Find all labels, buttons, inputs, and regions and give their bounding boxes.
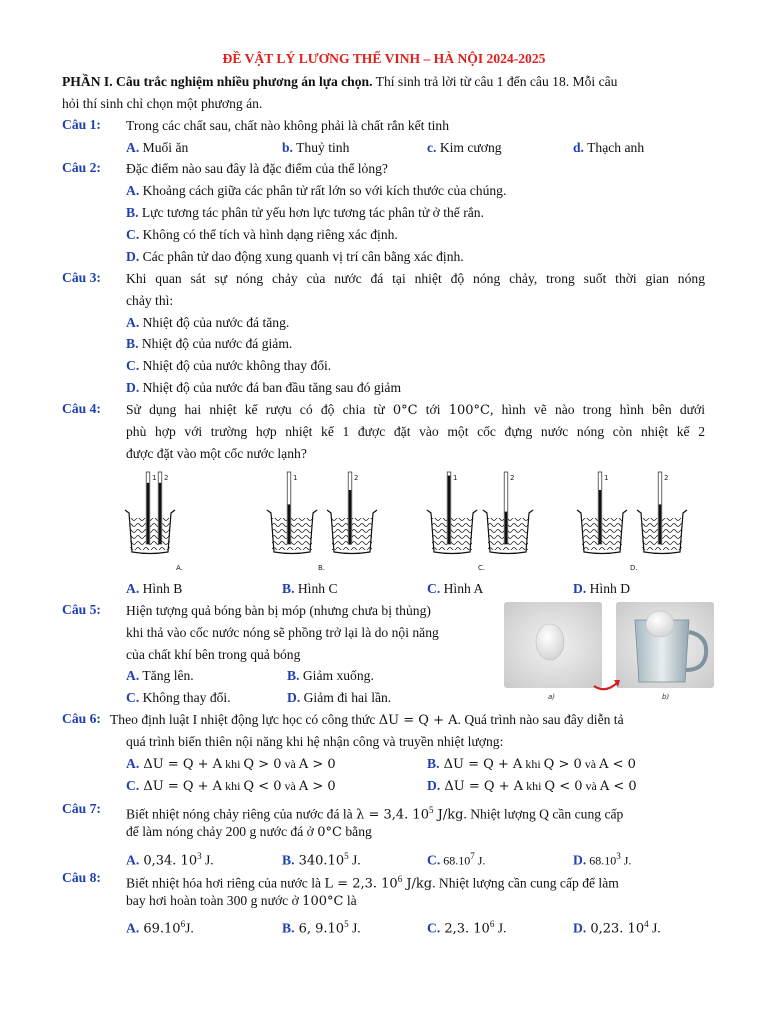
q3-text-line2: chảy thì: — [126, 293, 174, 308]
thermometer-liquid — [505, 512, 507, 544]
q7-option-c[interactable]: C. 68.10$^7$ J. — [427, 851, 486, 868]
thermometer-number: 1 — [293, 474, 298, 482]
q6-option-b[interactable]: B. ΔU = Q + A khi Q > 0 và A < 0 — [427, 756, 636, 772]
q8-option-d[interactable]: D. 0,23. $10^4$ J. — [573, 919, 661, 937]
q5-text-line2: khi thả vào cốc nước nóng sẽ phồng trở lại là do nội năng — [126, 625, 439, 640]
q1-label: Câu 1: — [62, 117, 101, 132]
q2-label: Câu 2: — [62, 160, 101, 175]
beaker-water — [432, 518, 472, 550]
q1-text: Trong các chất sau, chất nào không phải là chất rắn kết tinh — [126, 118, 450, 133]
q6-option-a[interactable]: A. ΔU = Q + A khi Q > 0 và A > 0 — [126, 756, 336, 772]
thermometer-liquid — [147, 483, 149, 544]
ball-in-glass — [646, 611, 674, 637]
q5-option-d[interactable]: D. Giảm đi hai lần. — [287, 690, 392, 705]
thermometer-number: 2 — [510, 474, 515, 482]
q4-option-c[interactable]: C. Hình A — [427, 581, 484, 596]
q7-text-line1: Biết nhiệt nóng chảy riêng của nước đá là λ = 3,4. $10^5$ J/kg. Nhiệt lượng Q cần cung cấp — [126, 805, 624, 823]
q1-option-d[interactable]: d. Thạch anh — [573, 140, 645, 155]
q5-option-a[interactable]: A. Tăng lên. — [126, 668, 194, 683]
q6-text-line2: quá trình biến thiên nội năng khi hệ nhận công và truyền nhiệt lượng: — [126, 734, 504, 749]
q5-text-line3: của chất khí bên trong quả bóng — [126, 647, 301, 662]
q8-text-line1: Biết nhiệt hóa hơi riêng của nước là L = 2,3. $10^6$ J/kg. Nhiệt lượng cần cung cấp để làm — [126, 874, 619, 892]
figure-label: D. — [630, 564, 638, 572]
part1-instruction: Thí sinh trả lời từ câu 1 đến câu 18. Mỗi câu — [372, 74, 618, 89]
q1-option-b[interactable]: b. Thuỷ tinh — [282, 140, 350, 155]
dented-ball — [536, 624, 564, 660]
q8-option-a[interactable]: A. 69.10$^6$J. — [126, 919, 194, 937]
part1-heading: PHẦN I. Câu trắc nghiệm nhiều phương án lựa chọn. — [62, 74, 373, 89]
q5-label: Câu 5: — [62, 602, 101, 617]
beaker-water — [272, 518, 312, 550]
q2-text: Đặc điểm nào sau đây là đặc điểm của thể lỏng? — [126, 161, 388, 176]
q1-option-a[interactable]: A. Muối ăn — [126, 140, 189, 155]
q4-option-b[interactable]: B. Hình C — [282, 581, 338, 596]
thermometer-liquid — [349, 490, 351, 544]
thermometer-number: 1 — [152, 474, 157, 482]
figure-label: A. — [176, 564, 183, 572]
q3-option-d[interactable]: D. Nhiệt độ của nước đá ban đầu tăng sau đó giảm — [126, 380, 402, 395]
q4-thermometer-figure — [0, 462, 768, 582]
photo-a-label: a) — [548, 693, 556, 701]
q7-option-d[interactable]: D. 68.10$^3$ J. — [573, 851, 632, 868]
q2-option-c[interactable]: C. Không có thể tích và hình dạng riêng xác định. — [126, 227, 398, 242]
q7-option-a[interactable]: A. 0,34. $10^3$ J. — [126, 851, 214, 869]
q3-option-c[interactable]: C. Nhiệt độ của nước không thay đổi. — [126, 358, 332, 373]
q1-option-c[interactable]: c. Kim cương — [427, 140, 502, 155]
q3-option-a[interactable]: A. Nhiệt độ của nước đá tăng. — [126, 315, 290, 330]
thermometer-liquid — [659, 504, 661, 544]
part1-line1 — [62, 73, 617, 91]
part1-line2: hỏi thí sinh chỉ chọn một phương án. — [62, 96, 263, 111]
q4-option-a[interactable]: A. Hình B — [126, 581, 183, 596]
q7-option-b[interactable]: B. 340.10$^5$ J. — [282, 851, 361, 869]
figure-label: C. — [478, 564, 486, 572]
q7-text-line2: để làm nóng chảy 200 g nước đá ở 0°C bằng — [126, 824, 372, 840]
q4-text-line3: được đặt vào một cốc nước lạnh? — [126, 446, 307, 461]
q6-option-d[interactable]: D. ΔU = Q + A khi Q < 0 và A < 0 — [427, 778, 637, 794]
q5-ball-photos — [502, 602, 722, 702]
q2-option-d[interactable]: D. Các phân tử dao động xung quanh vị trí cân bằng xác định. — [126, 249, 464, 264]
q4-text-line1: Sử dụng hai nhiệt kế rượu có độ chia từ 0°C tới 100°C, hình vẽ nào trong hình bên dưới — [126, 402, 706, 418]
thermometer-number: 2 — [664, 474, 669, 482]
q4-option-d[interactable]: D. Hình D — [573, 581, 631, 596]
photo-b-label: b) — [662, 693, 670, 701]
q4-text-line2: phù hợp với trường hợp nhiệt kế 1 được đặt vào một cốc đựng nước nóng còn nhiệt kế 2 — [126, 424, 705, 439]
thermometer-number: 1 — [604, 474, 609, 482]
q2-option-a[interactable]: A. Khoảng cách giữa các phân tử rất lớn so với kích thước của chúng. — [126, 183, 507, 198]
thermometer-number: 2 — [164, 474, 169, 482]
thermometer-number: 2 — [354, 474, 359, 482]
q3-text-line1: Khi quan sát sự nóng chảy của nước đá tại nhiệt độ nóng chảy, trong suốt thời gian nóng — [126, 271, 705, 286]
q6-option-c[interactable]: C. ΔU = Q + A khi Q < 0 và A > 0 — [126, 778, 336, 794]
thermometer-number: 1 — [453, 474, 458, 482]
thermometer-liquid — [448, 476, 450, 544]
q2-option-b[interactable]: B. Lực tương tác phân tử yếu hơn lực tương tác phân tử ở thể rắn. — [126, 205, 484, 220]
q6-label: Câu 6: — [62, 711, 101, 726]
q8-label: Câu 8: — [62, 870, 101, 885]
q5-option-c[interactable]: C. Không thay đổi. — [126, 690, 231, 705]
q6-text-line1: Theo định luật I nhiệt động lực học có công thức ΔU = Q + A. Quá trình nào sau đây diễn tả — [110, 712, 624, 728]
thermometer-liquid — [599, 490, 601, 544]
q3-option-b[interactable]: B. Nhiệt độ của nước đá giảm. — [126, 336, 293, 351]
thermometer-liquid — [159, 483, 161, 544]
q8-option-b[interactable]: B. 6, 9.10$^5$ J. — [282, 919, 361, 937]
q7-label: Câu 7: — [62, 801, 101, 816]
q8-option-c[interactable]: C. 2,3. $10^6$ J. — [427, 919, 507, 937]
q3-label: Câu 3: — [62, 270, 101, 285]
q5-option-b[interactable]: B. Giảm xuống. — [287, 668, 374, 683]
figure-label: B. — [318, 564, 326, 572]
q4-label: Câu 4: — [62, 401, 101, 416]
q8-text-line2: bay hơi hoàn toàn 300 g nước ở 100°C là — [126, 893, 357, 909]
q5-text-line1: Hiện tượng quả bóng bàn bị móp (nhưng chưa bị thủng) — [126, 603, 431, 618]
exam-title: ĐỀ VẬT LÝ LƯƠNG THẾ VINH – HÀ NỘI 2024-2025 — [222, 51, 546, 66]
thermometer-liquid — [288, 504, 290, 544]
